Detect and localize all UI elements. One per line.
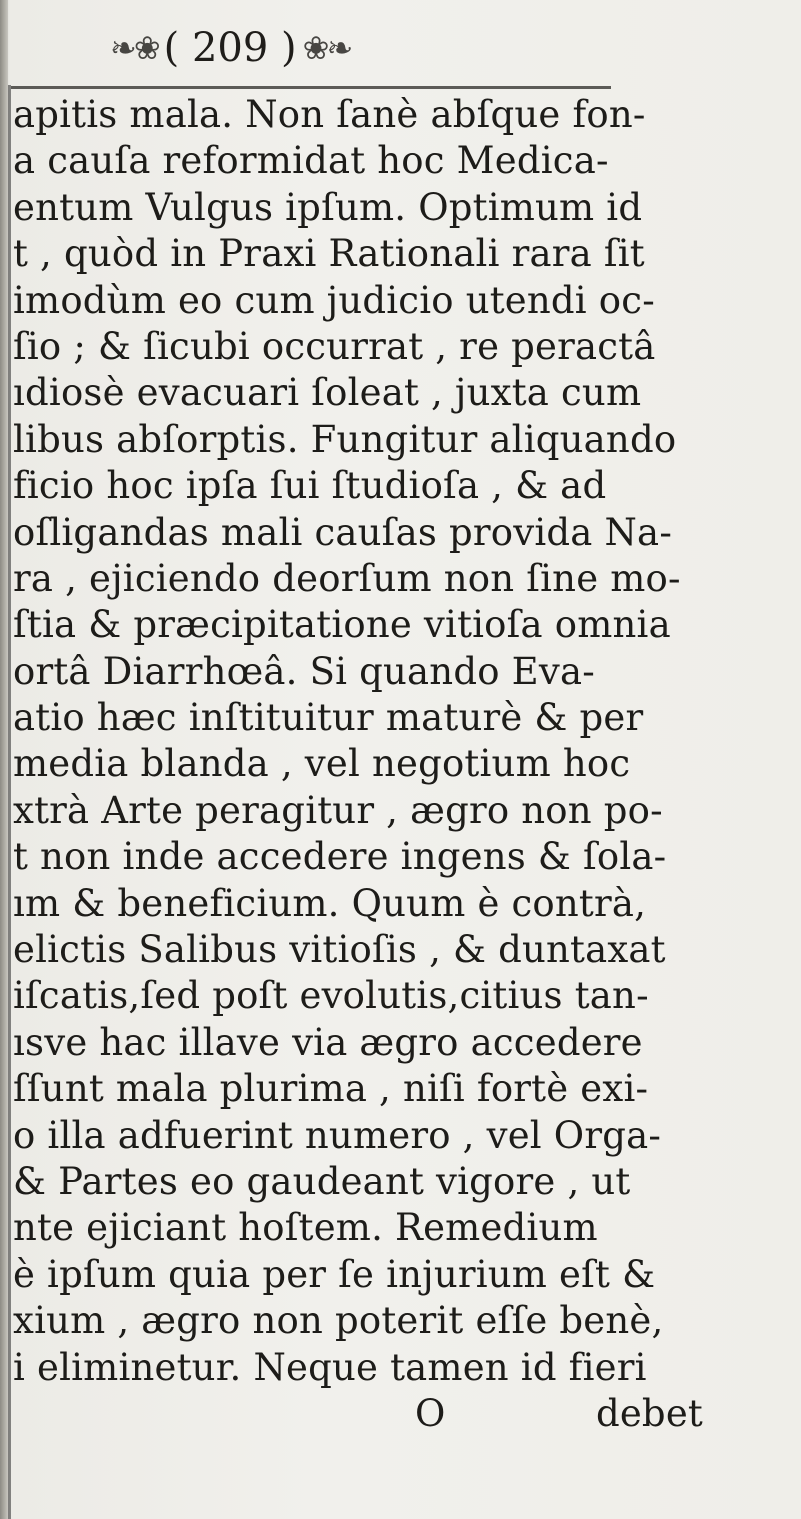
text-line: media blanda , vel negotium hoc xyxy=(13,742,631,786)
text-line: ısve hac illave via ægro accedere xyxy=(13,1020,643,1064)
left-ornament: ❧❀ xyxy=(110,29,158,67)
text-line: libus abſorptis. Fungitur aliquando xyxy=(13,417,677,461)
text-line: i eliminetur. Neque tamen id fieri xyxy=(13,1345,647,1389)
catchword-line xyxy=(13,1391,801,1437)
right-ornament: ❀❧ xyxy=(302,29,351,67)
text-line: ſtia & præcipitatione vitioſa omnia xyxy=(13,603,671,647)
signature-mark: O xyxy=(415,1391,446,1435)
catchword: debet xyxy=(595,1391,703,1435)
text-line: ſſunt mala plurima , niſi fortè exi- xyxy=(13,1067,649,1111)
text-line: xtrà Arte peragitur , ægro non po- xyxy=(13,788,663,832)
text-line: ortâ Diarrhœâ. Si quando Eva- xyxy=(13,649,595,693)
text-line: ıdiosè evacuari ſoleat , juxta cum xyxy=(13,371,642,415)
text-line: ſio ; & ſicubi occurrat , re peractâ xyxy=(13,324,656,368)
text-line: oſligandas mali cauſas provida Na- xyxy=(13,510,673,554)
header-rule xyxy=(11,86,611,89)
text-line: nte ejiciant hoſtem. Remedium xyxy=(13,1206,598,1250)
text-line: elictis Salibus vitioſis , & duntaxat xyxy=(13,928,666,972)
text-line: ım & beneficium. Quum è contrà, xyxy=(13,881,647,925)
text-line: t non inde accedere ingens & ſola- xyxy=(13,835,667,879)
page-number: ( 209 ) xyxy=(163,25,297,71)
text-line: imodùm eo cum judicio utendi oc- xyxy=(13,278,655,322)
text-line: & Partes eo gaudeant vigore , ut xyxy=(13,1159,631,1203)
text-line: è ipſum quia per ſe injurium eſt & xyxy=(13,1252,656,1296)
text-line: a cauſa reformidat hoc Medica- xyxy=(13,139,609,183)
text-line: o illa adfuerint numero , vel Orga- xyxy=(13,1113,662,1157)
text-line: entum Vulgus ipſum. Optimum id xyxy=(13,185,643,229)
page-edge xyxy=(8,85,11,1519)
text-column xyxy=(13,92,801,1519)
text-line: apitis mala. Non ſanè abſque fon- xyxy=(13,93,646,136)
text-line: t , quòd in Praxi Rationali rara ſit xyxy=(13,232,645,276)
text-line: iſcatis,ſed poſt evolutis,citius tan- xyxy=(13,974,649,1018)
text-line: ra , ejiciendo deorſum non ſine mo- xyxy=(13,556,681,600)
binding-shadow xyxy=(0,0,8,1519)
page-header xyxy=(110,18,530,78)
text-line: atio hæc inſtituitur maturè & per xyxy=(13,696,644,740)
text-line: ficio hoc ipſa ſui ſtudioſa , & ad xyxy=(13,464,607,508)
text-line: xium , ægro non poterit eſſe benè, xyxy=(13,1299,664,1343)
